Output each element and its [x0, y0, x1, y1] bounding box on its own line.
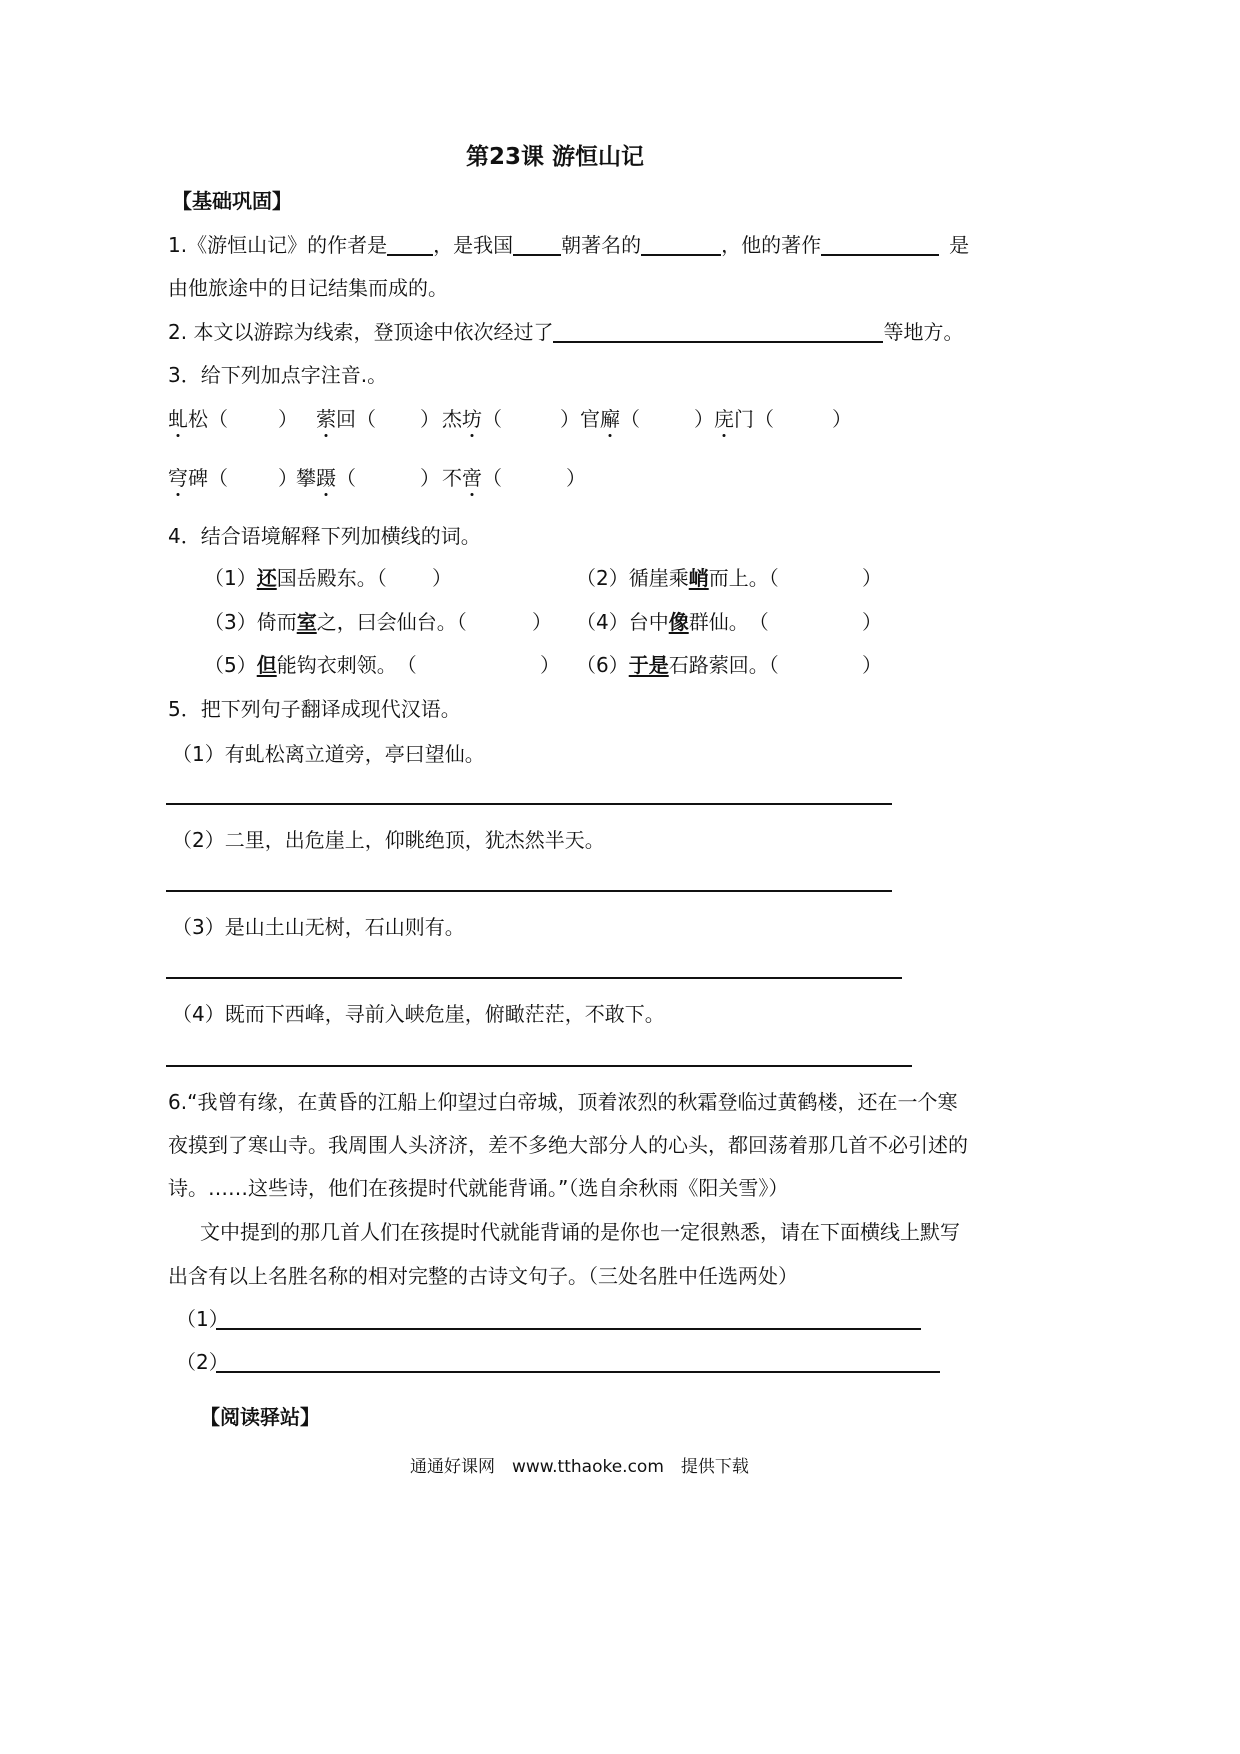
- question-4-prompt: 4．结合语境解释下列加横线的词。: [168, 524, 481, 548]
- q4-item-6-close: ）: [862, 653, 882, 677]
- q6-answer-label-2: （2）: [176, 1350, 229, 1374]
- q1-blank-identity[interactable]: [641, 234, 721, 256]
- q4-key-word: 像: [668, 610, 689, 634]
- q3-item-7: 攀蹑（: [296, 466, 356, 490]
- q5-answer-line-2[interactable]: [166, 890, 892, 892]
- q4-item-2-close: ）: [862, 566, 882, 590]
- question-2: [168, 321, 963, 343]
- q3-item-2: 萦回（: [316, 407, 376, 431]
- q1-text-4: ，他的著作: [721, 233, 822, 257]
- q4-item-3: （3）倚而室之，曰会仙台。（: [204, 610, 467, 634]
- question-3-prompt: 3．给下列加点字注音.。: [168, 363, 388, 387]
- q6-answer-label-1: （1）: [176, 1307, 229, 1331]
- question-1: [168, 234, 969, 256]
- q5-sentence-4: （4）既而下西峰，寻前入峡危崖，俯瞰茫茫，不敢下。: [172, 1002, 665, 1026]
- q4-key-word: 于是: [628, 653, 669, 677]
- q1-text-2: ，是我国: [433, 233, 514, 257]
- q3-item-3-close: ）: [560, 407, 580, 431]
- q1-text-3: 朝著名的: [561, 233, 642, 257]
- page-footer: 通通好课网 www.tthaoke.com 提供下载: [410, 1457, 749, 1477]
- q3-dotted-char: 廨: [600, 407, 620, 431]
- q2-blank-places[interactable]: [553, 321, 883, 343]
- q3-dotted-char: 庑: [714, 407, 734, 431]
- q3-item-6-close: ）: [278, 466, 298, 490]
- page-title: 第23课 游恒山记: [466, 144, 645, 170]
- q1-blank-work[interactable]: [821, 234, 939, 256]
- q6-answer-line-2[interactable]: [216, 1371, 940, 1373]
- q3-item-8-close: ）: [566, 466, 586, 490]
- q5-answer-line-1[interactable]: [166, 803, 892, 805]
- q5-sentence-1: （1）有虬松离立道旁，亭曰望仙。: [172, 742, 485, 766]
- question-5-prompt: 5．把下列句子翻译成现代汉语。: [168, 697, 461, 721]
- q1-blank-author[interactable]: [387, 234, 433, 256]
- q3-dotted-char: 虬: [168, 407, 188, 431]
- q4-item-5: （5）但能钩衣刺领。 （: [204, 653, 417, 677]
- q6-paragraph-line-3: 诗。……这些诗，他们在孩提时代就能背诵。”（选自余秋雨《阳关雪》）: [168, 1176, 789, 1200]
- q4-item-6: （6）于是石路萦回。（: [576, 653, 779, 677]
- q4-item-1: （1）还国岳殿东。（: [204, 566, 387, 590]
- q3-dotted-char: 穹: [168, 466, 188, 490]
- q6-paragraph-line-1: 6.“我曾有缘，在黄昏的江船上仰望过白帝城，顶着浓烈的秋霜登临过黄鹤楼，还在一个寒: [168, 1090, 958, 1114]
- q4-item-3-close: ）: [532, 610, 552, 634]
- q1-text-5: 是: [949, 233, 970, 257]
- q3-item-3: 杰坊（: [442, 407, 502, 431]
- q3-item-6: 穹碑（: [168, 466, 228, 490]
- q3-dotted-char: 蹑: [316, 466, 336, 490]
- q4-key-word: 室: [296, 610, 317, 634]
- q1-text-1: 1.《游恒山记》的作者是: [168, 233, 388, 257]
- q1-line-2: 由他旅途中的日记结集而成的。: [168, 276, 448, 300]
- q5-sentence-3: （3）是山土山无树，石山则有。: [172, 915, 465, 939]
- q3-item-4-close: ）: [694, 407, 714, 431]
- q4-item-2: （2）循崖乘峭而上。（: [576, 566, 779, 590]
- q3-item-4: 官廨（: [580, 407, 640, 431]
- q3-item-8: 不啻（: [442, 466, 502, 490]
- q3-item-1: 虬松（: [168, 407, 228, 431]
- q4-key-word: 但: [256, 653, 277, 677]
- q3-item-2-close: ）: [420, 407, 440, 431]
- q5-sentence-2: （2）二里，出危崖上，仰眺绝顶，犹杰然半天。: [172, 828, 605, 852]
- q6-paragraph-line-4: 文中提到的那几首人们在孩提时代就能背诵的是你也一定很熟悉，请在下面横线上默写: [180, 1220, 960, 1244]
- q3-dotted-char: 啻: [462, 466, 482, 490]
- q3-dotted-char: 萦: [316, 407, 336, 431]
- q4-key-word: 峭: [688, 566, 709, 590]
- q3-item-5-close: ）: [832, 407, 852, 431]
- q4-item-5-close: ）: [540, 653, 560, 677]
- q2-text-after: 等地方。: [883, 320, 964, 344]
- q5-answer-line-4[interactable]: [166, 1065, 912, 1067]
- q2-text-before: 2. 本文以游踪为线索，登顶途中依次经过了: [168, 320, 554, 344]
- q4-item-1-close: ）: [432, 566, 452, 590]
- q1-blank-dynasty[interactable]: [513, 234, 561, 256]
- q6-paragraph-line-2: 夜摸到了寒山寺。我周围人头济济，差不多绝大部分人的心头，都回荡着那几首不必引述的: [168, 1133, 968, 1157]
- q3-item-7-close: ）: [420, 466, 440, 490]
- q3-dotted-char: 坊: [462, 407, 482, 431]
- section-heading-reading: 【阅读驿站】: [200, 1405, 320, 1429]
- q4-key-word: 还: [256, 566, 277, 590]
- q3-item-5: 庑门（: [714, 407, 774, 431]
- section-heading-basics: 【基础巩固】: [172, 189, 292, 213]
- q5-answer-line-3[interactable]: [166, 977, 902, 979]
- q6-paragraph-line-5: 出含有以上名胜名称的相对完整的古诗文句子。（三处名胜中任选两处）: [168, 1264, 798, 1288]
- q6-answer-line-1[interactable]: [216, 1328, 921, 1330]
- q4-item-4-close: ）: [862, 610, 882, 634]
- q3-item-1-close: ）: [278, 407, 298, 431]
- q4-item-4: （4）台中像群仙。 （: [576, 610, 769, 634]
